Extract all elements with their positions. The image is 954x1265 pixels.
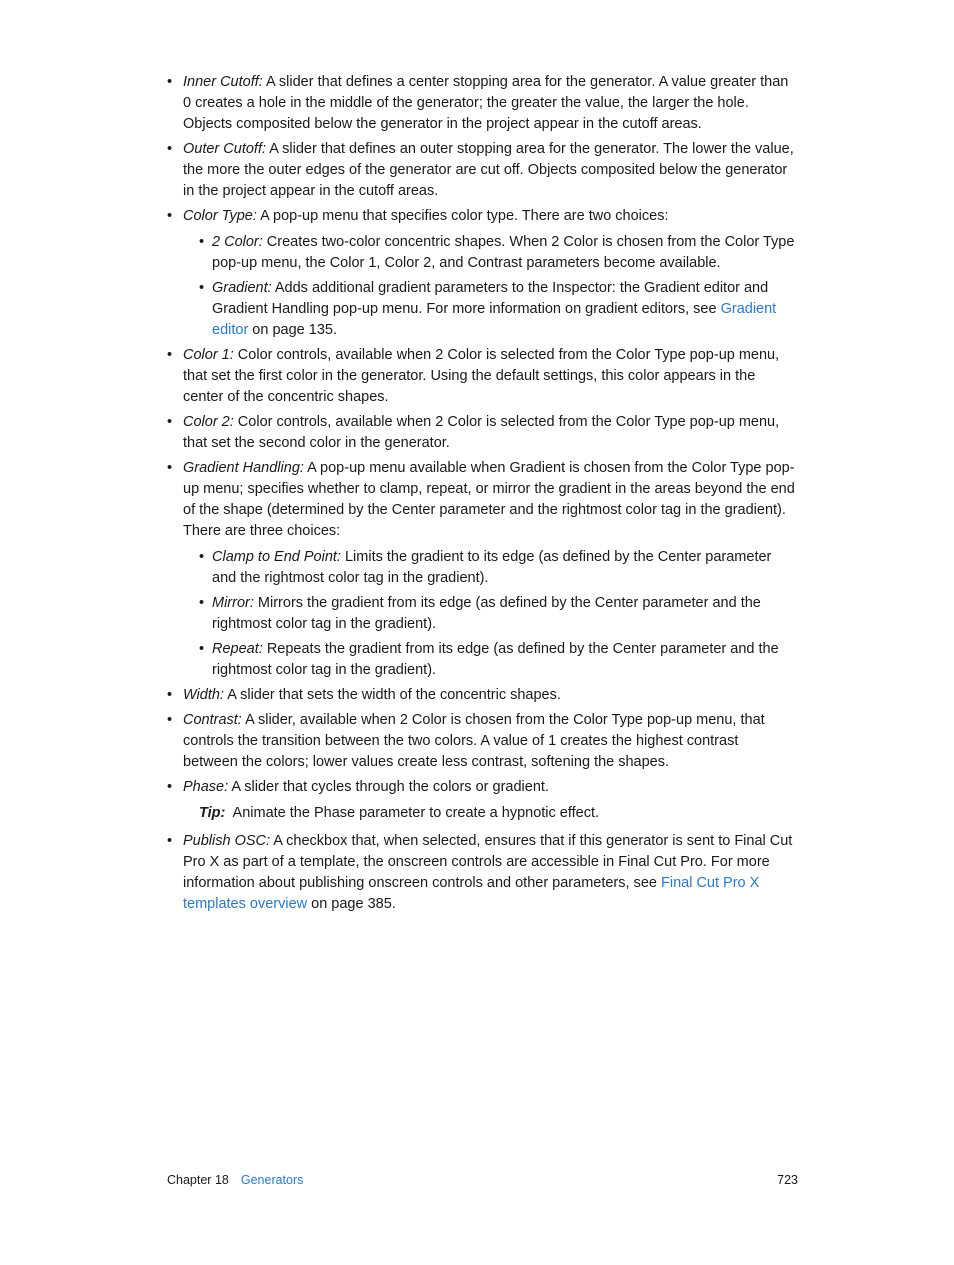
document-body: [167, 72, 797, 919]
list-item-gradient-handling: [167, 458, 797, 681]
page-reference: on page 135.: [248, 322, 337, 338]
color-type-choices: [183, 232, 797, 341]
parameter-list: [167, 72, 797, 915]
page-footer: [167, 1173, 798, 1187]
chapter-link[interactable]: Generators: [240, 1173, 304, 1187]
list-item-color-2: [167, 412, 797, 454]
list-item-inner-cutoff: [167, 72, 797, 135]
description: A slider that defines an outer stopping area for the generator. The lower the value, the more the outer edges of the generator are cut off. Objects composited below the generator in the project appear in the cutoff areas.: [183, 141, 794, 199]
term: Inner Cutoff:: [183, 74, 263, 90]
term: Contrast:: [183, 712, 242, 728]
description: Color controls, available when 2 Color is selected from the Color Type pop-up menu, that set the first color in the generator. Using the default settings, this color appears in the center of the concentric shapes.: [183, 347, 780, 405]
tip-note: [199, 803, 797, 824]
chapter-label: Chapter 18: [167, 1173, 229, 1187]
term: Publish OSC:: [183, 833, 271, 849]
term: Gradient:: [212, 280, 272, 296]
term: Width:: [183, 687, 224, 703]
term: Repeat:: [212, 641, 263, 657]
description: A pop-up menu that specifies color type. There are two choices:: [256, 208, 669, 224]
tip-label: Tip:: [199, 805, 226, 821]
description: A slider, available when 2 Color is chosen from the Color Type pop-up menu, that controls the transition between the two colors. A value of 1 creates the highest contrast between the colors; lower values create less contrast, softening the shapes.: [183, 712, 765, 770]
list-item-2-color: [183, 232, 797, 274]
page-reference: on page 385.: [307, 896, 396, 912]
description: Repeats the gradient from its edge (as defined by the Center parameter and the rightmost color tag in the gradient).: [212, 641, 779, 678]
list-item-color-type: [167, 206, 797, 341]
gradient-handling-choices: [183, 547, 797, 681]
term: Clamp to End Point:: [212, 549, 341, 565]
description: Adds additional gradient parameters to the Inspector: the Gradient editor and Gradient Handling pop-up menu. For more information on gradient editors, see: [212, 280, 769, 317]
list-item-width: [167, 685, 797, 706]
gradient-editor-link[interactable]: Gradient editor: [212, 301, 777, 338]
description: A checkbox that, when selected, ensures that if this generator is sent to Final Cut Pro X as part of a template, the onscreen controls are accessible in Final Cut Pro. For more information about publishing onscreen controls and other parameters, see: [183, 833, 793, 891]
list-item-gradient: [183, 278, 797, 341]
list-item-clamp: [183, 547, 797, 589]
description: Mirrors the gradient from its edge (as defined by the Center parameter and the rightmost color tag in the gradient).: [212, 595, 761, 632]
description: A pop-up menu available when Gradient is chosen from the Color Type pop-up menu; specifies whether to clamp, repeat, or mirror the gradient in the areas beyond the end of the shape (determined by the Center parameter and the rightmost color tag in the gradient). There are three choices:: [183, 460, 795, 539]
term: Outer Cutoff:: [183, 141, 267, 157]
term: Color Type:: [183, 208, 257, 224]
tip-text: Animate the Phase parameter to create a hypnotic effect.: [232, 805, 600, 821]
list-item-mirror: [183, 593, 797, 635]
list-item-publish-osc: [167, 831, 797, 915]
term: Mirror:: [212, 595, 254, 611]
term: Color 1:: [183, 347, 234, 363]
description: Color controls, available when 2 Color is selected from the Color Type pop-up menu, that set the second color in the generator.: [183, 414, 780, 451]
term: Phase:: [183, 779, 229, 795]
description: Creates two-color concentric shapes. When 2 Color is chosen from the Color Type pop-up menu, the Color 1, Color 2, and Contrast parameters become available.: [212, 234, 795, 271]
list-item-repeat: [183, 639, 797, 681]
description: A slider that cycles through the colors or gradient.: [228, 779, 549, 795]
term: 2 Color:: [212, 234, 263, 250]
description: Limits the gradient to its edge (as defined by the Center parameter and the rightmost color tag in the gradient).: [212, 549, 772, 586]
list-item-color-1: [167, 345, 797, 408]
list-item-contrast: [167, 710, 797, 773]
list-item-outer-cutoff: [167, 139, 797, 202]
templates-overview-link[interactable]: Final Cut Pro X templates overview: [183, 875, 760, 912]
term: Color 2:: [183, 414, 234, 430]
description: A slider that sets the width of the concentric shapes.: [223, 687, 561, 703]
description: A slider that defines a center stopping area for the generator. A value greater than 0 creates a hole in the middle of the generator; the greater the value, the larger the hole. Objects composited below the generator in the project appear in the cutoff areas.: [183, 74, 789, 132]
term: Gradient Handling:: [183, 460, 304, 476]
list-item-phase: [167, 777, 797, 824]
page-number: 723: [777, 1173, 798, 1187]
